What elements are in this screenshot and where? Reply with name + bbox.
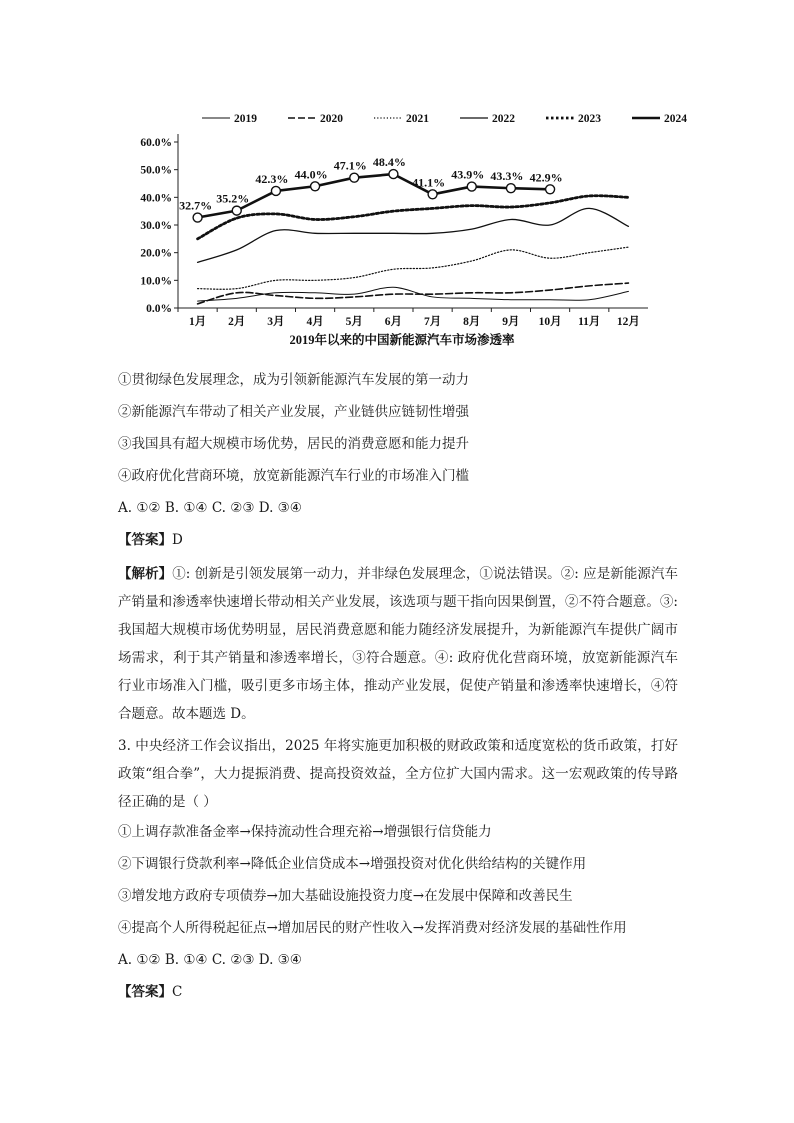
q3-choices: A. ①② B. ①④ C. ②③ D. ③④ — [118, 952, 302, 968]
q2-choices: A. ①② B. ①④ C. ②③ D. ③④ — [118, 500, 302, 516]
q2-option-1: ①贯彻绿色发展理念，成为引领新能源汽车发展的第一动力 — [118, 372, 469, 388]
data-point-2024 — [389, 170, 398, 179]
y-tick-label: 60.0% — [140, 137, 172, 149]
x-tick-label: 7月 — [423, 316, 442, 328]
data-label: 44.0% — [294, 167, 328, 182]
q3-option-2: ②下调银行贷款利率→降低企业信贷成本→增强投资对优化供给结构的关键作用 — [118, 856, 587, 872]
x-tick-label: 1月 — [188, 316, 207, 328]
x-tick-label: 2月 — [228, 316, 246, 328]
y-tick-label: 0.0% — [146, 303, 172, 315]
answer-value: C — [172, 984, 183, 1000]
y-tick-label: 10.0% — [140, 275, 172, 288]
question-content — [118, 370, 678, 1012]
data-label: 48.4% — [372, 155, 406, 170]
q3-option-3: ③增发地方政府专项债券→加大基础设施投资力度→在发展中保障和改善民生 — [118, 888, 573, 904]
chart-legend — [202, 113, 687, 125]
legend-label-2019: 2019 — [234, 113, 257, 125]
x-tick-label: 9月 — [502, 316, 520, 328]
y-tick-label: 50.0% — [140, 164, 172, 177]
x-tick-label: 6月 — [384, 316, 403, 328]
data-point-2024 — [428, 190, 437, 199]
q2-option-2: ②新能源汽车带动了相关产业发展，产业链供应链韧性增强 — [118, 404, 469, 420]
series-line-2021 — [198, 247, 629, 289]
data-label: 42.9% — [529, 170, 563, 185]
y-tick-label: 30.0% — [140, 220, 172, 232]
chart-title: 2019年以来的中国新能源汽车市场渗透率 — [289, 333, 515, 347]
legend-label-2020: 2020 — [320, 113, 343, 125]
x-tick-label: 5月 — [345, 316, 363, 328]
q3-answer — [118, 982, 678, 1002]
y-tick-label: 20.0% — [140, 247, 172, 260]
x-tick-label: 12月 — [616, 316, 640, 328]
data-point-2024 — [546, 185, 555, 194]
data-point-2024 — [232, 206, 241, 215]
x-tick-label: 4月 — [306, 316, 324, 328]
data-point-2024 — [193, 213, 202, 222]
series-line-2022 — [198, 208, 629, 262]
answer-value: D — [172, 532, 183, 548]
legend-label-2022: 2022 — [492, 113, 515, 125]
x-tick-label: 8月 — [463, 316, 481, 328]
answer-label: 【答案】 — [118, 532, 172, 548]
data-point-2024 — [311, 182, 320, 191]
answer-label: 【答案】 — [118, 984, 172, 1000]
q2-answer — [118, 530, 678, 550]
q3-option-4: ④提高个人所得税起征点→增加居民的财产性收入→发挥消费对经济发展的基础性作用 — [118, 920, 627, 936]
series-line-2020 — [198, 283, 629, 304]
data-label: 47.1% — [333, 158, 367, 173]
legend-label-2021: 2021 — [406, 113, 429, 125]
legend-label-2024: 2024 — [664, 113, 687, 125]
q3-stem: 3. 中央经济工作会议指出，2025 年将实施更加积极的财政政策和适度宽松的货币政策，打好政策“组合拳”，大力提振消费、提高投资效益，全方位扩大国内需求。这一宏观政策的传导路径正确的是（ ） — [118, 738, 678, 810]
x-tick-label: 11月 — [578, 316, 601, 328]
y-tick-label: 40.0% — [140, 192, 172, 205]
data-label: 32.7% — [179, 198, 213, 213]
data-label: 43.3% — [490, 169, 524, 184]
series-line-2023 — [198, 196, 629, 239]
data-label: 35.2% — [216, 191, 250, 206]
data-label: 43.9% — [451, 167, 485, 182]
q2-option-4: ④政府优化营商环境，放宽新能源汽车行业的市场准入门槛 — [118, 468, 469, 484]
analysis-text: ①: 创新是引领发展第一动力，并非绿色发展理念，①说法错误。②: 应是新能源汽车产销量和渗透率快速增长带动相关产业发展，该选项与题干指向因果倒置，②不符合题意。③: 我国超大规模市场优势明显，居民消费意愿和能力随经济发展提升，为新能源汽车提供广阔市场需求，利于其产销量和渗透率增长，③符合题意。④: 政府优化营商环境，放宽新能源汽车行业市场准入门槛，吸引更多市场主体，推动产业发展，促使产销量和渗透率快速增长，④符合题意。故本题选 D。 — [118, 566, 678, 722]
analysis-label: 【解析】 — [118, 566, 173, 582]
data-point-2024 — [506, 184, 515, 193]
data-point-2024 — [350, 173, 359, 182]
data-point-2024 — [271, 186, 280, 195]
data-label: 41.1% — [412, 175, 446, 190]
x-tick-label: 3月 — [267, 316, 285, 328]
data-label: 42.3% — [255, 171, 289, 186]
legend-label-2023: 2023 — [578, 113, 601, 125]
data-point-2024 — [467, 182, 476, 191]
q2-option-3: ③我国具有超大规模市场优势，居民的消费意愿和能力提升 — [118, 436, 469, 452]
x-tick-label: 10月 — [538, 316, 562, 328]
chart-data-labels — [179, 155, 563, 212]
q2-analysis — [118, 560, 678, 728]
q3-option-1: ①上调存款准备金率→保持流动性合理充裕→增强银行信贷能力 — [118, 824, 492, 840]
penetration-rate-chart — [120, 100, 687, 355]
chart-series — [193, 167, 628, 304]
